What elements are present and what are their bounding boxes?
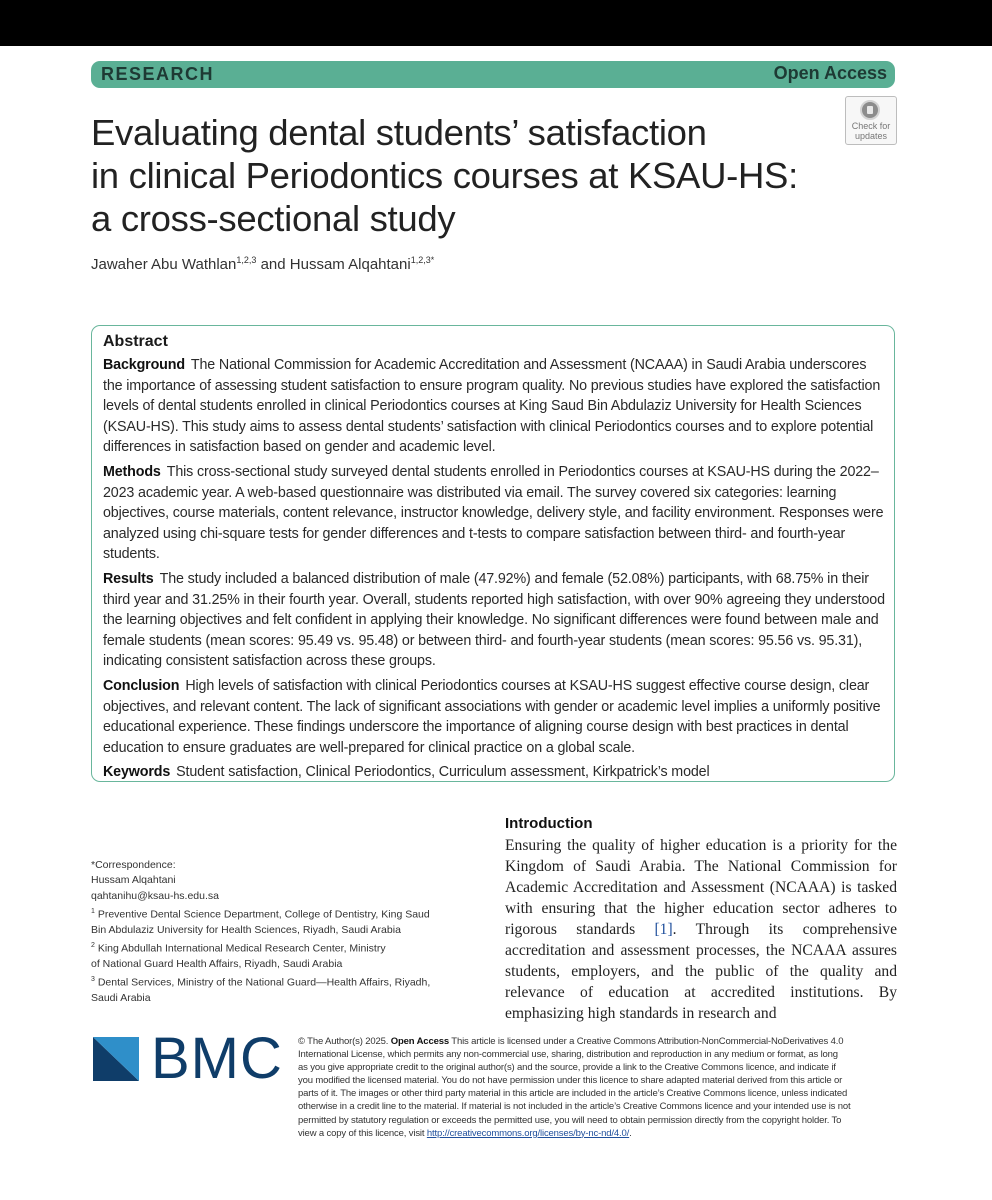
affiliation-line: of National Guard Health Affairs, Riyadh, Saudi Arabia: [91, 957, 343, 970]
citation-link[interactable]: [1]: [654, 921, 673, 938]
abstract-section-label: Conclusion: [103, 677, 180, 694]
abstract-section-text: The study included a balanced distribution of male (47.92%) and female (52.08%) participants, with 68.75% in their third year and 31.25% in their fourth year. Overall, students reported high satisfaction, with over 90% agreeing they understood the learning objectives and felt confident in applying their knowledge. No significant differences were found between male and female students (mean scores: 95.49 vs. 95.48) or between third- and fourth-year students (mean scores: 95.56 vs. 95.31), indicating consistent satisfaction across these groups.: [103, 570, 885, 670]
abstract-section-text: High levels of satisfaction with clinical Periodontics courses at KSAU-HS suggest effective course design, clear objectives, and relevant content. The lack of significant associations with gender or academic level implies a uniformly positive educational experience. These findings underscore the importance of aligning course design with best practices in dental education to ensure graduates are well-prepared for clinical practice on a global scale.: [103, 677, 881, 756]
title-line: a cross-sectional study: [91, 198, 456, 239]
abstract-section: [103, 462, 888, 565]
introduction-text: Ensuring the quality of higher education is a priority for the Kingdom of Saudi Arabia. The National Commission for Academic Accreditation and Assessment (NCAAA) is tasked with ensuring that the higher education sector adheres to rigorous standards [1]. Through its comprehensive accreditation and assessment processes, the NCAAA assures students, employers, and the public of the quality and relevance of education at accredited institutions. By emphasizing high standards in research and: [505, 837, 897, 1022]
license-line: as you give appropriate credit to the original author(s) and the source, provide a link to the Creative Commons licence, and indicate if: [298, 1062, 836, 1074]
section-label: RESEARCH: [101, 64, 215, 84]
introduction-heading: Introduction: [505, 815, 593, 832]
license-line: permitted by statutory regulation or exceeds the permitted use, you will need to obtain permission directly from the copyright holder. To: [298, 1114, 842, 1126]
author-affiliation: 1,2,3*: [410, 255, 435, 265]
affiliation-line: $^3$ Dental Services, Ministry of the National Guard—Health Affairs, Riyadh,: [91, 976, 431, 989]
license-line: © The Author(s) 2025. Open Access This article is licensed under a Creative Commons Attribution-NonCommercial-NoDerivatives 4.0: [298, 1036, 844, 1047]
affiliation-line: Bin Abdulaziz University for Health Sciences, Riyadh, Saudi Arabia: [91, 923, 401, 936]
author-connector: and: [256, 256, 290, 273]
bmc-logo-icon: [93, 1037, 139, 1081]
author-list: [91, 255, 434, 273]
correspondence-email[interactable]: qahtanihu@ksau-hs.edu.sa: [91, 889, 219, 902]
abstract-section-text: This cross-sectional study surveyed dental students enrolled in Periodontics courses at KSAU-HS during the 2022–2023 academic year. A web-based questionnaire was distributed via email. The survey covered six categories: learning objectives, course materials, content relevance, instructor knowledge, delivery style, and facility environment. Responses were analyzed using chi-square tests for gender differences and t-tests to compare satisfaction between third- and fourth-year students.: [103, 463, 884, 563]
top-black-bar: [0, 0, 992, 46]
abstract-section-label: Results: [103, 570, 154, 587]
affiliation-line: Saudi Arabia: [91, 991, 151, 1004]
author-name[interactable]: Hussam Alqahtani: [289, 256, 411, 273]
license-line: International License, which permits any non-commercial use, sharing, distribution and reproduction in any medium or format, as long: [298, 1049, 838, 1061]
check-updates-label: Check for updates: [851, 121, 891, 141]
correspondence-name: Hussam Alqahtani: [91, 874, 176, 887]
bmc-logo-text: BMC: [151, 1026, 283, 1091]
license-line: you modified the licensed material. You do not have permission under this licence to share adapted material derived from this article or: [298, 1075, 843, 1087]
affiliation-line: $^2$ King Abdullah International Medical Research Center, Ministry: [91, 941, 386, 955]
author-affiliation: 1,2,3: [236, 255, 257, 265]
license-line: parts of it. The images or other third party material in this article are included in the article’s Creative Commons licence, unless indicated: [298, 1088, 848, 1100]
license-line: view a copy of this licence, visit http://creativecommons.org/licenses/by-nc-nd/4.0/.: [298, 1127, 632, 1139]
author-name[interactable]: Jawaher Abu Wathlan: [91, 256, 237, 273]
article-title: [91, 111, 811, 240]
title-line: in clinical Periodontics courses at KSAU-HS:: [91, 155, 798, 196]
license-line: otherwise in a credit line to the material. If material is not included in the article’s Creative Commons licence and your intended use is not: [298, 1101, 851, 1113]
abstract-section-label: Background: [103, 357, 185, 373]
abstract-box: [91, 325, 895, 782]
check-for-updates-button[interactable]: [845, 96, 897, 145]
check-updates-icon: [860, 100, 880, 120]
affiliation-line: $^1$ Preventive Dental Science Department, College of Dentistry, King Saud: [91, 907, 430, 921]
abstract-section: [103, 569, 888, 672]
correspondence-label: *Correspondence:: [91, 859, 176, 871]
license-link[interactable]: http://creativecommons.org/licenses/by-nc-nd/4.0/: [426, 1127, 630, 1139]
open-access-label: Open Access: [773, 63, 887, 83]
abstract-heading: Abstract: [103, 333, 168, 350]
abstract-section-text: The National Commission for Academic Accreditation and Assessment (NCAAA) in Saudi Arabia underscores the importance of assessing student satisfaction to ensure program quality. No previous studies have explored the satisfaction levels of dental students enrolled in clinical Periodontics courses at King Saud Bin Abdulaziz University for Health Sciences (KSAU-HS). This study aims to assess dental students’ satisfaction with clinical Periodontics courses and to explore potential differences in satisfaction based on gender and academic level.: [103, 357, 881, 456]
abstract-section: [103, 676, 888, 758]
license-text: [298, 1035, 898, 1140]
abstract-section: [103, 355, 888, 458]
title-line: Evaluating dental students’ satisfaction: [91, 112, 707, 153]
abstract-section-label: Methods: [103, 463, 161, 480]
correspondence-block: [91, 858, 471, 1006]
keywords-label: Keywords: [103, 764, 171, 781]
keywords-text: Student satisfaction, Clinical Periodontics, Curriculum assessment, Kirkpatrick’s model: [176, 764, 710, 781]
section-band: [91, 61, 895, 88]
keywords: [103, 762, 888, 783]
